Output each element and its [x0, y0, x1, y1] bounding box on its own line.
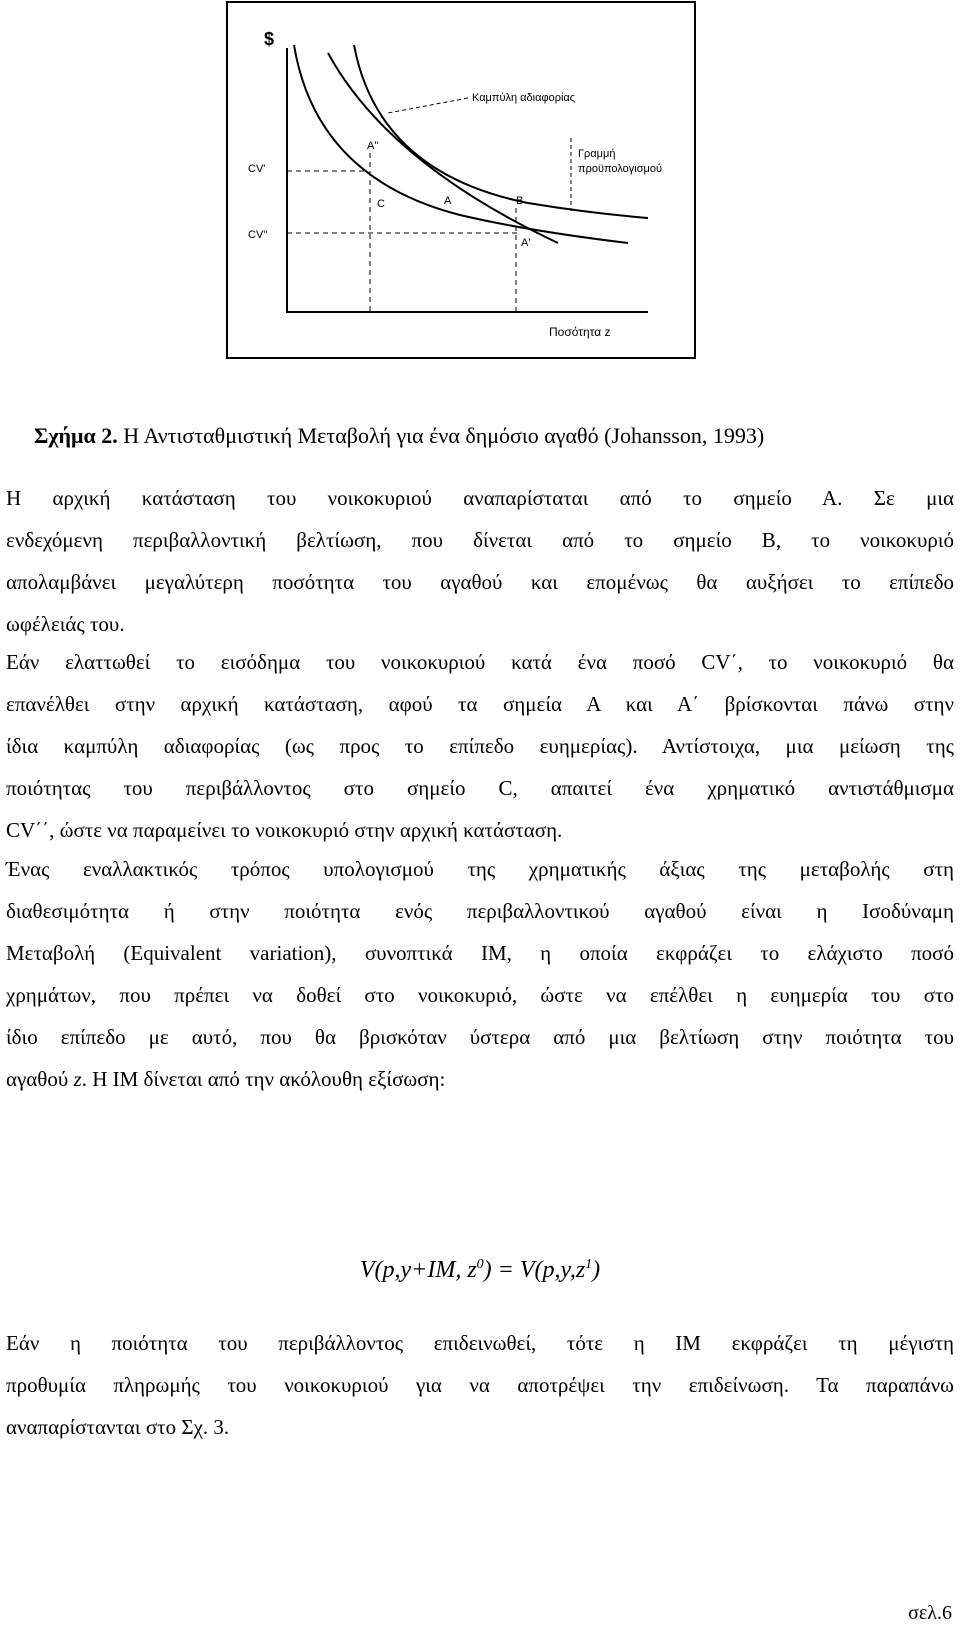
text-line: διαθεσιμότητα ή στην ποιότητα ενός περιβαλλοντικού αγαθού είναι η Ισοδύναμη — [6, 899, 954, 923]
point-a-label: A — [444, 195, 452, 207]
text-line: ωφέλειάς του. — [6, 612, 125, 636]
cv1-label: CV' — [248, 163, 266, 175]
point-a2-label: A'' — [367, 140, 379, 152]
text-line: Ένας εναλλακτικός τρόπος υπολογισμού της χρηματικής άξιας της μεταβολής στη — [6, 857, 954, 881]
equation — [0, 1257, 960, 1284]
text-line: ίδιο επίπεδο με αυτό, που θα βρισκόταν ύστερα από μια βελτίωση στην ποιότητα του — [6, 1025, 954, 1049]
text-segment: . Η ΙΜ δίνεται από την ακόλουθη εξίσωση: — [81, 1067, 446, 1091]
text-line: Η αρχική κατάσταση του νοικοκυριού αναπαρίσταται από το σημείο Α. Σε μια — [6, 486, 954, 510]
point-c-label: C — [377, 198, 385, 210]
text-line: Μεταβολή (Equivalent variation), συνοπτικά ΙΜ, η οποία εκφράζει το ελάχιστο ποσό — [6, 941, 954, 965]
equation-left: V(p,y+IM, z — [359, 1257, 477, 1283]
variable-z: z — [73, 1067, 82, 1091]
x-axis-label: Ποσότητα z — [549, 325, 611, 339]
budget-line-label-1: Γραμμή — [578, 148, 616, 160]
text-line: ενδεχόμενη περιβαλλοντική βελτίωση, που δίνεται από το σημείο Β, το νοικοκυριό — [6, 528, 954, 552]
paragraph-1 — [6, 477, 954, 645]
page-number: σελ.6 — [908, 1602, 952, 1624]
caption-label: Σχήμα 2. — [34, 423, 118, 448]
text-line: Εάν ελαττωθεί το εισόδημα του νοικοκυριού κατά ένα ποσό CV΄, το νοικοκυριό θα — [6, 650, 954, 674]
indifference-curve-diagram — [228, 3, 694, 357]
figure — [226, 1, 696, 359]
text-segment: αγαθού — [6, 1067, 74, 1091]
curve-label-leader — [388, 98, 468, 113]
text-line: Εάν η ποιότητα του περιβάλλοντος επιδεινωθεί, τότε η ΙΜ εκφράζει τη μέγιστη — [6, 1331, 954, 1355]
text-line: ποιότητας του περιβάλλοντος στο σημείο C, απαιτεί ένα χρηματικό αντιστάθμισμα — [6, 776, 954, 800]
budget-line-label-2: προϋπολογισμού — [578, 163, 662, 175]
paragraph-4 — [6, 1322, 954, 1448]
point-b-label: B — [516, 195, 524, 207]
cv2-label: CV'' — [248, 229, 268, 241]
equation-sup-1: 1 — [585, 1257, 593, 1272]
text-line: CV΄΄, ώστε να παραμείνει το νοικοκυριό στην αρχική κατάσταση. — [6, 818, 563, 842]
budget-line — [328, 53, 558, 243]
text-line: προθυμία πληρωμής του νοικοκυριού για να αποτρέψει την επιδείνωση. Τα παραπάνω — [6, 1373, 954, 1397]
point-a1-label: A' — [521, 237, 531, 249]
text-line: επανέλθει στην αρχική κατάσταση, αφού τα σημεία Α και Α΄ βρίσκονται πάνω στην — [6, 692, 954, 716]
text-line: χρημάτων, που πρέπει να δοθεί στο νοικοκυριό, ώστε να επέλθει η ευημερία του στο — [6, 983, 954, 1007]
indifference-curve-inner — [294, 45, 628, 243]
y-axis-label: $ — [264, 29, 275, 49]
text-line: αναπαρίστανται στο Σχ. 3. — [6, 1415, 230, 1439]
text-line: ίδια καμπύλη αδιαφορίας (ως προς το επίπεδο ευημερίας). Αντίστοιχα, μια μείωση της — [6, 734, 954, 758]
text-line — [6, 1058, 954, 1100]
paragraph-3 — [6, 848, 954, 1100]
text-line: απολαμβάνει μεγαλύτερη ποσότητα του αγαθού και επομένως θα αυξήσει το επίπεδο — [6, 570, 954, 594]
figure-caption — [34, 423, 764, 449]
equation-sup-0: 0 — [476, 1257, 484, 1272]
indifference-curve-label: Καμπύλη αδιαφορίας — [472, 92, 576, 104]
equation-middle: ) = V(p,y,z — [483, 1257, 586, 1283]
caption-text: Η Αντισταθμιστική Μεταβολή για ένα δημόσιο αγαθό (Johansson, 1993) — [117, 423, 765, 448]
paragraph-2 — [6, 641, 954, 851]
equation-right: ) — [592, 1257, 601, 1283]
